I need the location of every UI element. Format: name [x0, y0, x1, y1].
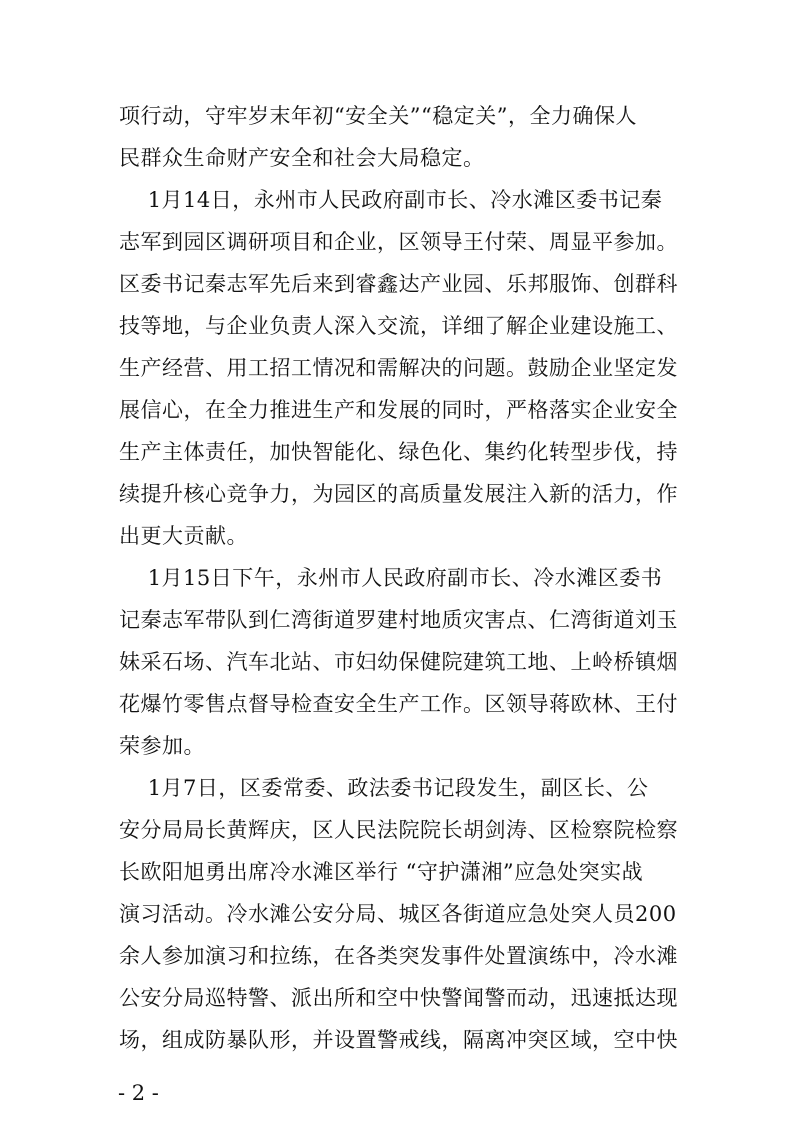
text-line: 演习活动。冷水滩公安分局、城区各街道应急处突人员200	[119, 902, 677, 926]
text-line: 出更大贡献。	[119, 524, 248, 548]
text-line: 志军到园区调研项目和企业，区领导王付荣、周显平参加。	[119, 230, 678, 254]
text-line: 1月7日，区委常委、政法委书记段发生，副区长、公	[119, 776, 649, 800]
text-line: 安分局局长黄辉庆，区人民法院院长胡剑涛、区检察院检察	[119, 818, 678, 842]
text-line: 长欧阳旭勇出席冷水滩区举行 “守护潇湘”应急处突实战	[119, 860, 644, 884]
text-line: 续提升核心竞争力，为园区的高质量发展注入新的活力，作	[119, 482, 678, 506]
text-line: 区委书记秦志军先后来到睿鑫达产业园、乐邦服饰、创群科	[119, 272, 678, 296]
text-line: 生产经营、用工招工情况和需解决的问题。鼓励企业坚定发	[119, 356, 678, 380]
text-line: 余人参加演习和拉练，在各类突发事件处置演练中，冷水滩	[119, 944, 678, 968]
text-line: 1月14日，永州市人民政府副市长、冷水滩区委书记秦	[119, 188, 663, 212]
text-line: 花爆竹零售点督导检查安全生产工作。区领导蒋欧林、王付	[119, 692, 678, 716]
text-line: 民群众生命财产安全和社会大局稳定。	[119, 146, 485, 170]
text-line: 荣参加。	[119, 734, 205, 758]
text-line: 1月15日下午，永州市人民政府副市长、冷水滩区委书	[119, 566, 663, 590]
text-line: 记秦志军带队到仁湾街道罗建村地质灾害点、仁湾街道刘玉	[119, 608, 678, 632]
text-line: 生产主体责任，加快智能化、绿色化、集约化转型步伐，持	[119, 440, 678, 464]
text-line: 场，组成防暴队形，并设置警戒线，隔离冲突区域，空中快	[119, 1028, 678, 1052]
text-line: 妹采石场、汽车北站、市妇幼保健院建筑工地、上岭桥镇烟	[119, 650, 678, 674]
text-line: 项行动，守牢岁末年初“安全关”“稳定关”，全力确保人	[119, 104, 637, 128]
text-line: 技等地，与企业负责人深入交流，详细了解企业建设施工、	[119, 314, 678, 338]
text-line: 展信心，在全力推进生产和发展的同时，严格落实企业安全	[119, 398, 678, 422]
page-number: - 2 -	[118, 1081, 159, 1105]
text-line: 公安分局巡特警、派出所和空中快警闻警而动，迅速抵达现	[119, 986, 678, 1010]
